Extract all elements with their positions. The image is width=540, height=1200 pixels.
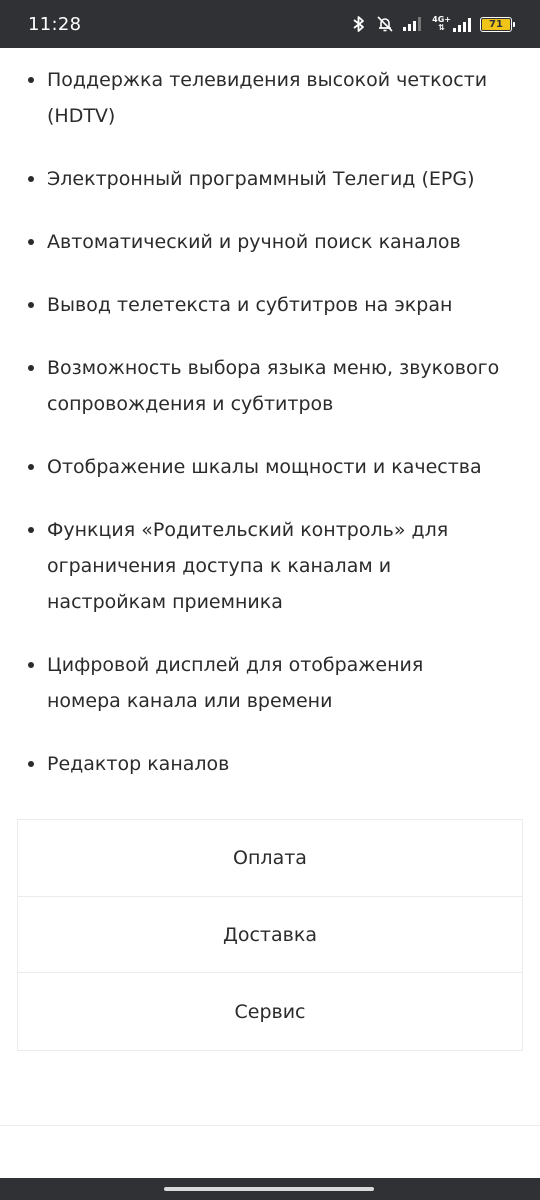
info-accordion [17, 819, 523, 1051]
list-item-text: Функция «Родительский контроль» для ограничения доступа к каналам и настройкам приемника [47, 519, 449, 613]
signal-icon [403, 17, 423, 31]
list-item [28, 62, 500, 134]
data-arrows-icon: ⇅ [438, 23, 445, 32]
footer-divider [0, 1125, 540, 1126]
status-icons [351, 15, 512, 33]
accordion-item-service[interactable]: Сервис [234, 1000, 306, 1023]
bullet-icon [28, 239, 34, 245]
battery-level: 71 [482, 19, 510, 30]
page-content [0, 48, 540, 809]
signal-4g-icon [432, 16, 471, 32]
battery-icon [480, 17, 512, 32]
bullet-icon [28, 365, 34, 371]
list-item-text: Редактор каналов [47, 753, 230, 775]
status-bar [0, 0, 540, 48]
list-item [28, 746, 500, 782]
bullet-icon [28, 302, 34, 308]
bullet-icon [28, 77, 34, 83]
list-item [28, 161, 500, 197]
list-item [28, 287, 500, 323]
list-item [28, 350, 500, 422]
status-time: 11:28 [28, 13, 82, 35]
list-item-text: Возможность выбора языка меню, звукового сопровождения и субтитров [47, 357, 500, 415]
network-label: 4G+ [432, 15, 451, 24]
home-indicator[interactable] [164, 1187, 374, 1191]
list-item-text: Автоматический и ручной поиск каналов [47, 231, 461, 253]
list-item-text: Цифровой дисплей для отображения номера канала или времени [47, 654, 424, 712]
bullet-icon [28, 761, 34, 767]
bullet-icon [28, 662, 34, 668]
list-item-text: Вывод телетекста и субтитров на экран [47, 294, 453, 316]
bell-muted-icon [376, 15, 394, 33]
list-item [28, 224, 500, 260]
list-item [28, 449, 500, 485]
list-item-text: Отображение шкалы мощности и качества [47, 456, 482, 478]
accordion-item-payment[interactable]: Оплата [18, 820, 522, 897]
navigation-bar [0, 1178, 540, 1200]
bullet-icon [28, 464, 34, 470]
feature-list [0, 48, 540, 782]
bullet-icon [28, 527, 34, 533]
bluetooth-icon [351, 15, 367, 33]
list-item-text: Поддержка телевидения высокой четкости (HDTV) [47, 69, 488, 127]
accordion-item-delivery[interactable]: Доставка [18, 897, 522, 974]
list-item [28, 512, 500, 620]
list-item [28, 647, 500, 719]
bullet-icon [28, 176, 34, 182]
list-item-text: Электронный программный Телегид (EPG) [47, 168, 475, 190]
